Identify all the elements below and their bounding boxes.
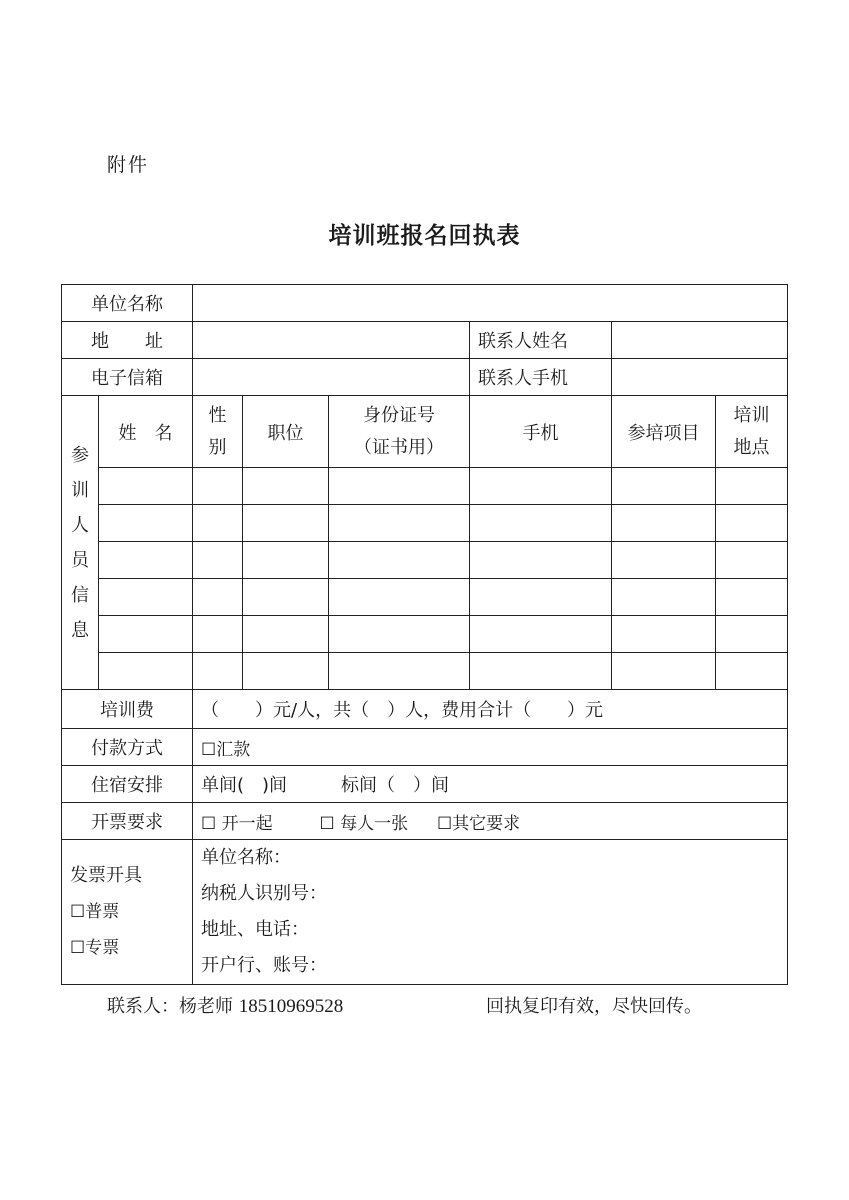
participant-name-cell[interactable] <box>99 505 193 542</box>
participant-gender-cell[interactable] <box>193 505 243 542</box>
col-header-id-number: 身份证号 （证书用） <box>329 396 470 468</box>
col-header-name: 姓 名 <box>99 396 193 468</box>
participant-phone-cell[interactable] <box>470 653 612 690</box>
participant-name-cell[interactable] <box>99 579 193 616</box>
email-field[interactable] <box>193 359 470 396</box>
contact-phone-field[interactable] <box>612 359 788 396</box>
participant-position-cell[interactable] <box>243 468 329 505</box>
participant-position-cell[interactable] <box>243 505 329 542</box>
participant-gender-cell[interactable] <box>193 653 243 690</box>
participant-phone-cell[interactable] <box>470 505 612 542</box>
participant-position-cell[interactable] <box>243 616 329 653</box>
participant-name-cell[interactable] <box>99 468 193 505</box>
participant-row <box>62 542 788 579</box>
participant-project-cell[interactable] <box>612 616 716 653</box>
footer-note: 回执复印有效，尽快回传。 <box>486 996 702 1017</box>
fee-field[interactable]: （ ）元/人，共（ ）人，费用合计（ ）元 <box>193 690 788 729</box>
participant-row <box>62 505 788 542</box>
invoice-special-checkbox[interactable]: ☐专票 <box>70 938 120 958</box>
participant-row <box>62 579 788 616</box>
col-header-gender: 性 别 <box>193 396 243 468</box>
invoice-details-cell <box>193 840 788 985</box>
invoice-unit-name-field[interactable]: 单位名称： <box>201 847 291 868</box>
participant-gender-cell[interactable] <box>193 579 243 616</box>
form-title: 培训班报名回执表 <box>328 222 521 249</box>
participant-position-cell[interactable] <box>243 653 329 690</box>
participant-row <box>62 653 788 690</box>
participant-phone-cell[interactable] <box>470 468 612 505</box>
participant-project-cell[interactable] <box>612 542 716 579</box>
address-field[interactable] <box>193 322 470 359</box>
col-header-phone: 手机 <box>470 396 612 468</box>
participant-id-cell[interactable] <box>329 653 470 690</box>
invoice-requirement-options <box>193 803 788 840</box>
participant-row <box>62 616 788 653</box>
contact-name-field[interactable] <box>612 322 788 359</box>
fee-label: 培训费 <box>62 690 193 729</box>
participant-id-cell[interactable] <box>329 579 470 616</box>
participant-row <box>62 468 788 505</box>
invoice-bank-account-field[interactable]: 开户行、账号： <box>201 955 327 976</box>
participant-id-cell[interactable] <box>329 468 470 505</box>
col-header-location: 培训 地点 <box>716 396 788 468</box>
participant-id-cell[interactable] <box>329 542 470 579</box>
participant-location-cell[interactable] <box>716 579 788 616</box>
participant-gender-cell[interactable] <box>193 542 243 579</box>
contact-name-label: 联系人姓名 <box>470 322 612 359</box>
invoice-requirement-label: 开票要求 <box>62 803 193 840</box>
participant-name-cell[interactable] <box>99 653 193 690</box>
col-header-project: 参培项目 <box>612 396 716 468</box>
payment-method-label: 付款方式 <box>62 729 193 766</box>
participant-name-cell[interactable] <box>99 616 193 653</box>
participant-location-cell[interactable] <box>716 616 788 653</box>
invoice-normal-checkbox[interactable]: ☐普票 <box>70 902 120 922</box>
invoice-issue-label: 发票开具 <box>70 865 142 886</box>
participant-phone-cell[interactable] <box>470 616 612 653</box>
participant-position-cell[interactable] <box>243 579 329 616</box>
participant-location-cell[interactable] <box>716 505 788 542</box>
participants-section-label: 参 训 人 员 信 息 <box>62 396 99 690</box>
footer-contact-phone: 18510969528 <box>238 996 344 1017</box>
footer-contact <box>107 992 343 1018</box>
participant-gender-cell[interactable] <box>193 468 243 505</box>
participant-id-cell[interactable] <box>329 505 470 542</box>
participant-project-cell[interactable] <box>612 579 716 616</box>
invoice-tax-id-field[interactable]: 纳税人识别号： <box>201 883 327 904</box>
participant-project-cell[interactable] <box>612 505 716 542</box>
participant-location-cell[interactable] <box>716 653 788 690</box>
invoice-other-checkbox[interactable]: ☐其它要求 <box>436 813 521 834</box>
footer-contact-prefix: 联系人：杨老师 <box>107 996 239 1017</box>
participant-location-cell[interactable] <box>716 542 788 579</box>
col-header-position: 职位 <box>243 396 329 468</box>
participant-project-cell[interactable] <box>612 468 716 505</box>
invoice-per-person-checkbox[interactable]: ☐ 每人一张 <box>319 813 409 834</box>
invoice-address-phone-field[interactable]: 地址、电话： <box>201 919 309 940</box>
email-label: 电子信箱 <box>62 359 193 396</box>
lodging-field[interactable]: 单间( )间 标间（ ）间 <box>193 766 788 803</box>
participant-project-cell[interactable] <box>612 653 716 690</box>
participant-phone-cell[interactable] <box>470 579 612 616</box>
participant-name-cell[interactable] <box>99 542 193 579</box>
address-label: 地 址 <box>62 322 193 359</box>
registration-form-table <box>61 284 788 985</box>
lodging-label: 住宿安排 <box>62 766 193 803</box>
invoice-issue-cell <box>62 840 193 985</box>
unit-name-field[interactable] <box>193 285 788 322</box>
participant-location-cell[interactable] <box>716 468 788 505</box>
participant-phone-cell[interactable] <box>470 542 612 579</box>
attachment-label: 附件 <box>107 154 150 176</box>
invoice-combined-checkbox[interactable]: ☐ 开一起 <box>201 813 273 834</box>
participant-gender-cell[interactable] <box>193 616 243 653</box>
participant-position-cell[interactable] <box>243 542 329 579</box>
participant-id-cell[interactable] <box>329 616 470 653</box>
unit-name-label: 单位名称 <box>62 285 193 322</box>
contact-phone-label: 联系人手机 <box>470 359 612 396</box>
payment-transfer-checkbox[interactable]: ☐汇款 <box>193 729 788 766</box>
